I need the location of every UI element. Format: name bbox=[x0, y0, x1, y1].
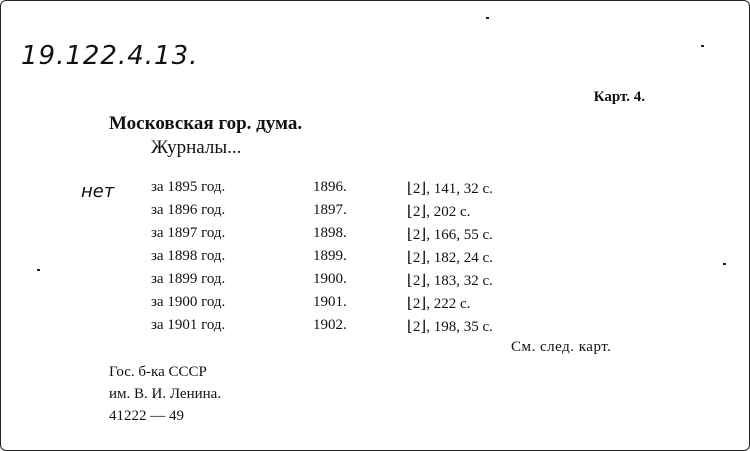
card-title: Московская гор. дума. bbox=[109, 113, 303, 134]
holding-volumes: ⌊2⌋, 222 с. bbox=[407, 296, 471, 312]
ink-speck bbox=[486, 17, 489, 19]
holding-printed: 1899. bbox=[313, 248, 347, 264]
ink-speck bbox=[701, 45, 704, 47]
holding-row bbox=[1, 271, 749, 294]
holding-years: за 1896 год. bbox=[151, 202, 226, 218]
holding-years: за 1898 год. bbox=[151, 248, 226, 264]
holding-row bbox=[1, 294, 749, 317]
handwritten-call-number: 19.122.4.13. bbox=[21, 41, 199, 71]
holding-row bbox=[1, 317, 749, 340]
holding-printed: 1896. bbox=[313, 179, 347, 195]
holding-years: за 1895 год. bbox=[151, 179, 226, 195]
holdings-list bbox=[1, 179, 749, 340]
holding-row bbox=[1, 225, 749, 248]
holding-volumes: ⌊2⌋, 182, 24 с. bbox=[407, 250, 493, 266]
holding-printed: 1900. bbox=[313, 271, 347, 287]
handwritten-note: нет bbox=[81, 181, 115, 202]
holding-volumes: ⌊2⌋, 202 с. bbox=[407, 204, 471, 220]
holding-printed: 1897. bbox=[313, 202, 347, 218]
holding-printed: 1902. bbox=[313, 317, 347, 333]
holding-years: за 1900 год. bbox=[151, 294, 226, 310]
holding-volumes: ⌊2⌋, 166, 55 с. bbox=[407, 227, 493, 243]
holding-printed: 1898. bbox=[313, 225, 347, 241]
ink-speck bbox=[37, 269, 40, 271]
ink-speck bbox=[723, 263, 726, 265]
stamp-line: им. В. И. Ленина. bbox=[109, 386, 222, 402]
holding-row bbox=[1, 202, 749, 225]
holding-years: за 1899 год. bbox=[151, 271, 226, 287]
see-next-card: См. след. карт. bbox=[511, 339, 612, 355]
holding-years: за 1897 год. bbox=[151, 225, 226, 241]
library-stamp bbox=[109, 361, 221, 427]
card-number-label: Карт. 4. bbox=[593, 89, 645, 105]
holding-volumes: ⌊2⌋, 183, 32 с. bbox=[407, 273, 493, 289]
holding-row bbox=[1, 248, 749, 271]
holding-years: за 1901 год. bbox=[151, 317, 226, 333]
stamp-line: Гос. б-ка СССР bbox=[109, 364, 207, 380]
holding-volumes: ⌊2⌋, 198, 35 с. bbox=[407, 319, 493, 335]
holding-printed: 1901. bbox=[313, 294, 347, 310]
holding-volumes: ⌊2⌋, 141, 32 с. bbox=[407, 181, 493, 197]
card-subtitle: Журналы... bbox=[151, 137, 242, 158]
stamp-line: 41222 — 49 bbox=[109, 408, 184, 424]
